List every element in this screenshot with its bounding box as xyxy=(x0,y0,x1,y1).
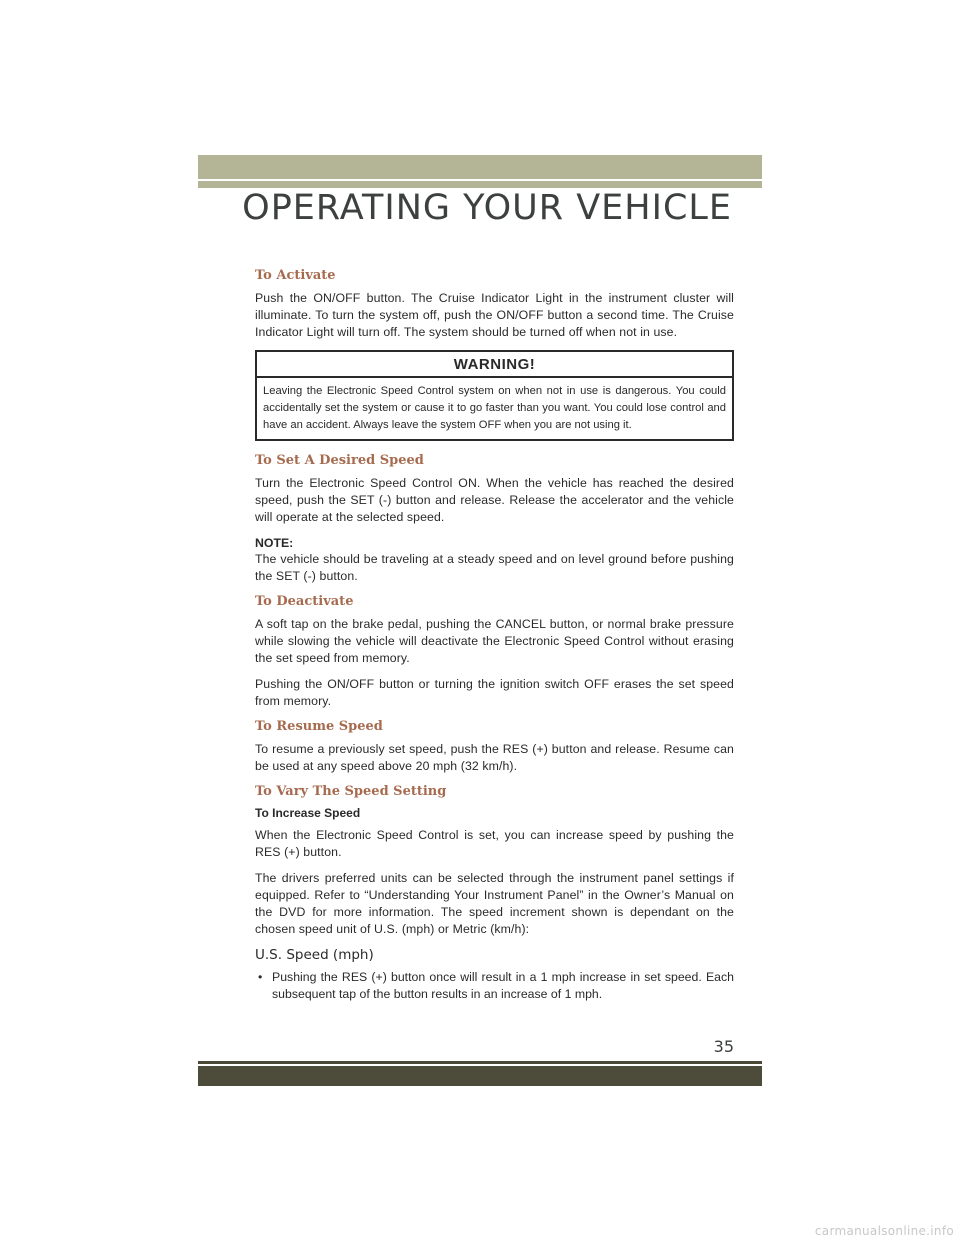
note-label: NOTE: xyxy=(255,536,294,550)
bullet-text: Pushing the RES (+) button once will result in a 1 mph increase in set speed. Each subsequent tap of the button results in an increase of 1 mph. xyxy=(272,970,734,1001)
paragraph-increase-1: When the Electronic Speed Control is set, you can increase speed by pushing the RES (+) button. xyxy=(255,828,734,859)
header-band xyxy=(198,155,762,179)
header-rule xyxy=(198,181,762,188)
subheading-us-speed: U.S. Speed (mph) xyxy=(255,947,374,963)
heading-deactivate: To Deactivate xyxy=(255,594,354,609)
heading-vary-speed: To Vary The Speed Setting xyxy=(255,784,447,799)
bullet-dot: • xyxy=(258,970,263,984)
note-text: The vehicle should be traveling at a steady speed and on level ground before pushing the SET (-) button. xyxy=(255,552,734,583)
section-title: OPERATING YOUR VEHICLE xyxy=(242,188,732,228)
heading-to-activate: To Activate xyxy=(255,268,336,283)
paragraph-resume: To resume a previously set speed, push the RES (+) button and release. Resume can be used at any speed above 20 mph (32 km/h). xyxy=(255,742,734,773)
paragraph-activate: Push the ON/OFF button. The Cruise Indicator Light in the instrument cluster will illuminate. To turn the system off, push the ON/OFF button a second time. The Cruise Indicator Light will turn off. The system should be turned off when not in use. xyxy=(255,291,734,339)
warning-box xyxy=(255,350,734,441)
page-number: 35 xyxy=(713,1037,734,1056)
paragraph-deactivate-2: Pushing the ON/OFF button or turning the ignition switch OFF erases the set speed from memory. xyxy=(255,677,734,708)
subheading-increase-speed: To Increase Speed xyxy=(255,806,361,820)
watermark-text: carmanualsonline.info xyxy=(814,1224,954,1238)
bullet-item xyxy=(255,969,734,1003)
warning-title: WARNING! xyxy=(257,352,732,378)
heading-resume-speed: To Resume Speed xyxy=(255,719,383,734)
paragraph-set-speed: Turn the Electronic Speed Control ON. When the vehicle has reached the desired speed, push the SET (-) button and release. Release the accelerator and the vehicle will operate at the selected speed. xyxy=(255,476,734,524)
warning-text: Leaving the Electronic Speed Control system on when not in use is dangerous. You could accidentally set the system or cause it to go faster than you want. You could lose control and have an accident. Always leave the system OFF when you are not using it. xyxy=(263,385,726,431)
heading-set-speed: To Set A Desired Speed xyxy=(255,453,424,468)
page-content xyxy=(255,268,734,1012)
paragraph-increase-2: The drivers preferred units can be selected through the instrument panel settings if equipped. Refer to “Understanding Your Instrument Panel” in the Owner’s Manual on the DVD for more information. The speed increment shown is dependant on the chosen speed unit of U.S. (mph) or Metric (km/h): xyxy=(255,871,734,936)
footer-band xyxy=(198,1066,762,1086)
paragraph-deactivate-1: A soft tap on the brake pedal, pushing the CANCEL button, or normal brake pressure while slowing the vehicle will deactivate the Electronic Speed Control without erasing the set speed from memory. xyxy=(255,617,734,665)
footer-rule xyxy=(198,1061,762,1064)
